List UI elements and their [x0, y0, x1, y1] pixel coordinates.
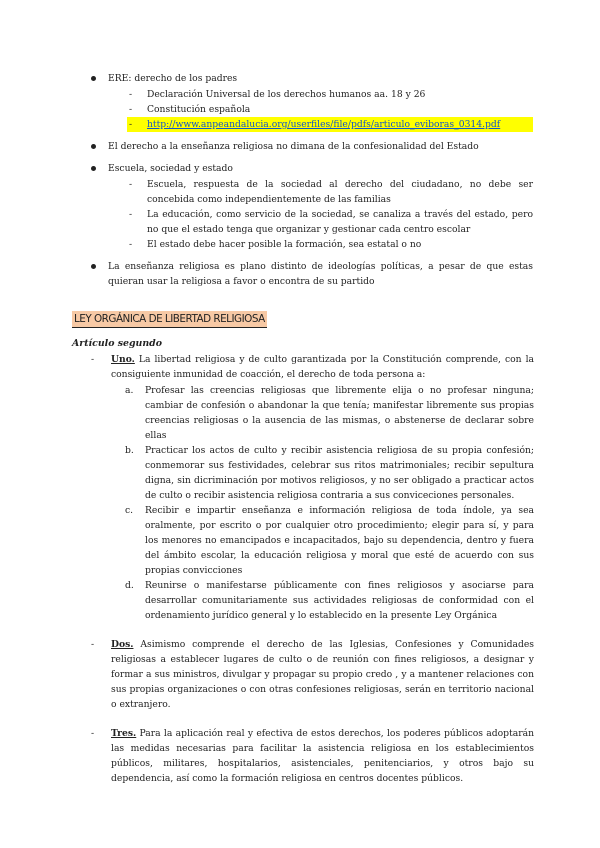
sub-item: - Constitución española [127, 102, 533, 117]
sub-item: - El estado debe hacer posible la formación, sea estatal o no [127, 237, 533, 252]
bullet-item [88, 161, 533, 252]
article-label: Tres. [111, 728, 137, 739]
item-text: Profesar las creencias religiosas que libremente elija o no profesar ninguna; cambiar de confesión o abandonar la que tenía; manifestar libremente sus propias creencias religiosas o la ausencia de las mismas, o abstenerse de declarar sobre ellas [145, 385, 534, 441]
article-uno [89, 352, 534, 623]
pdf-link[interactable]: http://www.anpeandalucia.org/userfiles/file/pdfs/articulo_eviboras_0314.pdf [147, 119, 501, 130]
sub-item-link-highlighted [127, 117, 533, 132]
lettered-item [125, 443, 534, 503]
item-text: Reunirse o manifestarse públicamente con fines religiosos y asociarse para desarrollar comunitariamente sus actividades religiosas de conformidad con el ordenamiento jurídico general y lo establecido en la presente Ley Orgánica [145, 580, 534, 621]
item-text: Practicar los actos de culto y recibir asistencia religiosa de su propia confesión; conmemorar sus festividades, celebrar sus ritos matrimoniales; recibir sepultura digna, sin dicriminación por motivos religiosos, y no ser obligado a practicar actos de culto o recibir asistencia religiosa contraria a sus conviceciones personales. [145, 445, 534, 501]
bullet-text: Escuela, sociedad y estado [108, 163, 233, 174]
sub-item: - Escuela, respuesta de la sociedad al derecho del ciudadano, no debe ser concebida como independientemente de las familias [127, 177, 533, 207]
sub-item: - La educación, como servicio de la sociedad, se canaliza a través del estado, pero no que el estado tenga que organizar y gestionar cada centro escolar [127, 207, 533, 237]
top-bullet-list [88, 71, 533, 296]
section-heading: LEY ORGÁNICA DE LIBERTAD RELIGIOSA [72, 311, 267, 328]
sub-list [108, 177, 533, 252]
sub-item: - Declaración Universal de los derechos humanos aa. 18 y 26 [127, 87, 533, 102]
article-text: La libertad religiosa y de culto garantizada por la Constitución comprende, con la consiguiente inmunidad de coacción, el derecho de toda persona a: [111, 354, 534, 380]
article-label: Dos. [111, 639, 134, 650]
article-text: Para la aplicación real y efectiva de estos derechos, los poderes públicos adoptarán las medidas necesarias para facilitar la asistencia religiosa en los establecimientos públicos, militares, hospitalarios, asistenciales, penitenciarios, y otros bajo su dependencia, así como la formación religiosa en centros docentes públicos. [111, 728, 534, 784]
lettered-list [125, 383, 534, 623]
article-title: Artículo segundo [72, 338, 162, 349]
lettered-item [125, 578, 534, 623]
article-dos [89, 637, 534, 712]
article-label: Uno. [111, 354, 135, 365]
bullet-text: La enseñanza religiosa es plano distinto de ideologías políticas, a pesar de que estas quieran usar la religiosa a favor o encontra de su partido [108, 261, 533, 287]
bullet-text: El derecho a la enseñanza religiosa no dimana de la confesionalidad del Estado [108, 141, 479, 152]
bullet-item [88, 71, 533, 132]
lettered-item [125, 503, 534, 578]
bullet-item [88, 259, 533, 289]
article-tres [89, 726, 534, 786]
article-list [89, 352, 534, 786]
item-letter: d. [125, 580, 134, 591]
item-letter: c. [125, 505, 134, 516]
article-text: Asimismo comprende el derecho de las Iglesias, Confesiones y Comunidades religiosas a establecer lugares de culto o de reunión con fines religiosos, a designar y formar a sus ministros, divulgar y propagar su propio credo , y a mantener relaciones con sus propias organizaciones o con otras confesiones religiosas, serán en territorio nacional o extranjero. [111, 639, 534, 710]
bullet-item [88, 139, 533, 154]
sub-list [108, 87, 533, 132]
lettered-item [125, 383, 534, 443]
bullet-text: ERE: derecho de los padres [108, 73, 238, 84]
item-text: Recibir e impartir enseñanza e información religiosa de toda índole, ya sea oralmente, por escrito o por cualquier otro procedimiento; elegir para sí, y para los menores no emancipados e incapacitados, bajo su dependencia, dentro y fuera del ámbito escolar, la educación religiosa y moral que esté de acuerdo con sus propias convicciones [145, 505, 534, 576]
item-letter: a. [125, 385, 134, 396]
item-letter: b. [125, 445, 134, 456]
